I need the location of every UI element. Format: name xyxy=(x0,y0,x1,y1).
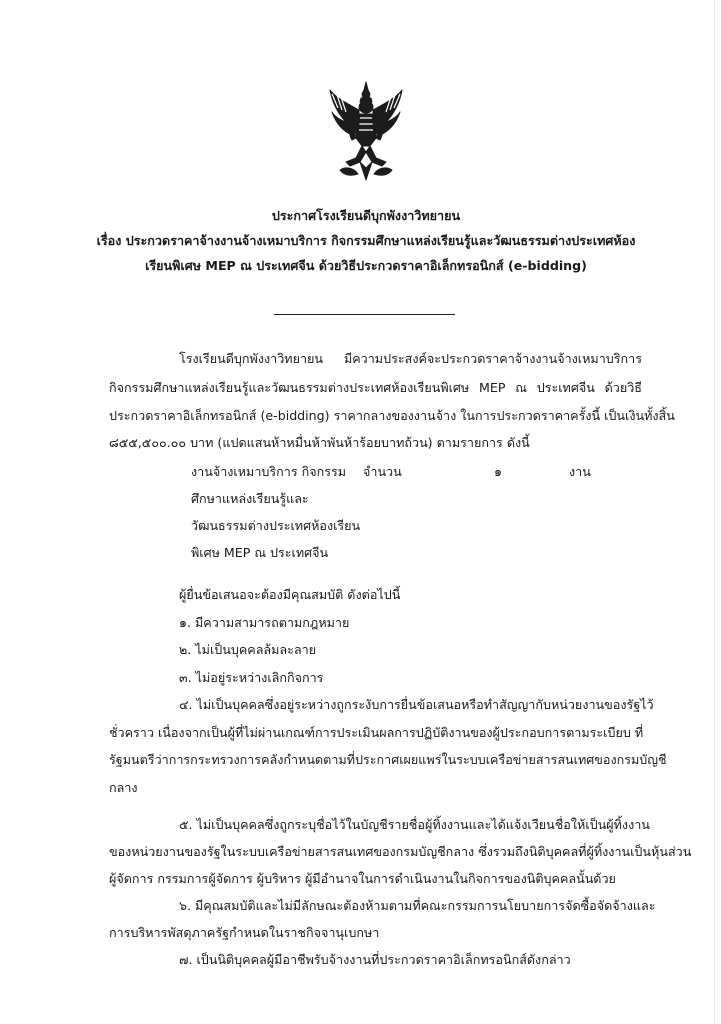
title-line-1: ประกาศโรงเรียนดีบุกพังงาวิทยายน xyxy=(271,208,461,223)
page-edge xyxy=(714,0,715,1024)
item-desc-line-3: วัฒนธรรมต่างประเทศห้องเรียน xyxy=(191,518,361,533)
item-desc-line-1: งานจ้างเหมาบริการ กิจกรรม xyxy=(191,464,347,479)
qualification-1: ๑. มีความสามารถตามกฎหมาย xyxy=(179,615,350,630)
qualification-4-line-1: ๔. ไม่เป็นบุคคลซึ่งอยู่ระหว่างถูกระงับการยื่นข้อเสนอหรือทำสัญญากับหน่วยงานของรัฐไว้ xyxy=(179,697,654,712)
qualification-5-line-3: ผู้จัดการ กรรมการผู้จัดการ ผู้บริหาร ผู้มีอำนาจในการดำเนินงานในกิจการของนิติบุคคลนั้นด้วย xyxy=(109,871,616,886)
title-divider xyxy=(274,314,455,315)
title-line-3: เรียนพิเศษ MEP ณ ประเทศจีน ด้วยวิธีประกวดราคาอิเล็กทรอนิกส์ (e-bidding) xyxy=(145,258,587,273)
item-qty-value: ๑ xyxy=(494,464,502,479)
qualification-3: ๓. ไม่อยู่ระหว่างเลิกกิจการ xyxy=(179,670,324,685)
announcement-title xyxy=(90,203,642,278)
qualification-4-line-3: รัฐมนตรีว่าการกระทรวงการคลังกำหนดตามที่ประกาศเผยแพร่ในระบบเครือข่ายสารสนเทศของกรมบัญชี xyxy=(109,752,667,767)
qualification-5-line-2: ของหน่วยงานของรัฐในระบบเครือข่ายสารสนเทศของกรมบัญชีกลาง ซึ่งรวมถึงนิติบุคคลที่ผู้ทิ้งงานเป็นหุ้นส่วน xyxy=(109,844,692,859)
qualification-5-line-1: ๕. ไม่เป็นบุคคลซึ่งถูกระบุชื่อไว้ในบัญชีรายชื่อผู้ทิ้งงานและได้แจ้งเวียนชื่อให้เป็นผู้ทิ้งงาน xyxy=(179,817,650,832)
intro-line-2: กิจกรรมศึกษาแหล่งเรียนรู้และวัฒนธรรมต่างประเทศห้องเรียนพิเศษ MEP ณ ประเทศจีน ด้วยวิธี xyxy=(109,380,642,395)
qualification-4-line-4: กลาง xyxy=(109,780,138,795)
qualification-7: ๗. เป็นนิติบุคคลผู้มีอาชีพรับจ้างงานที่ประกวดราคาอิเล็กทรอนิกส์ดังกล่าว xyxy=(179,952,571,967)
qualification-6-line-2: การบริหารพัสดุภาครัฐกำหนดในราชกิจจานุเบกษา xyxy=(109,925,380,940)
item-desc-line-2: ศึกษาแหล่งเรียนรู้และ xyxy=(191,491,309,506)
intro-line-3: ประกวดราคาอิเล็กทรอนิกส์ (e-bidding) ราคากลางของงานจ้าง ในการประกวดราคาครั้งนี้ เป็นเงินทั้งสิ้น xyxy=(109,408,675,423)
title-line-2: เรื่อง ประกวดราคาจ้างงานจ้างเหมาบริการ กิจกรรมศึกษาแหล่งเรียนรู้และวัฒนธรรมต่างประเทศห้อง xyxy=(96,233,636,248)
qualification-4-line-2: ชั่วคราว เนื่องจากเป็นผู้ที่ไม่ผ่านเกณฑ์การประเมินผลการปฏิบัติงานของผู้ประกอบการตามระเบียบ ที่ xyxy=(109,725,644,740)
intro-line-1: โรงเรียนดีบุกพังงาวิทยายน มีความประสงค์จะประกวดราคาจ้างงานจ้างเหมาบริการ xyxy=(179,351,642,366)
garuda-emblem-icon xyxy=(326,80,406,184)
intro-line-4: ๘๕๕,๕๐๐.๐๐ บาท (แปดแสนห้าหมื่นห้าพันห้าร้อยบาทถ้วน) ตามรายการ ดังนี้ xyxy=(109,435,530,450)
item-unit: งาน xyxy=(569,464,591,479)
item-qty-label: จำนวน xyxy=(363,464,402,479)
qualification-6-line-1: ๖. มีคุณสมบัติและไม่มีลักษณะต้องห้ามตามที่คณะกรรมการนโยบายการจัดซื้อจัดจ้างและ xyxy=(179,898,656,913)
qualification-2: ๒. ไม่เป็นบุคคลล้มละลาย xyxy=(179,642,317,657)
item-desc-line-4: พิเศษ MEP ณ ประเทศจีน xyxy=(191,545,329,560)
qualifications-heading: ผู้ยื่นข้อเสนอจะต้องมีคุณสมบัติ ดังต่อไปนี้ xyxy=(179,587,401,602)
